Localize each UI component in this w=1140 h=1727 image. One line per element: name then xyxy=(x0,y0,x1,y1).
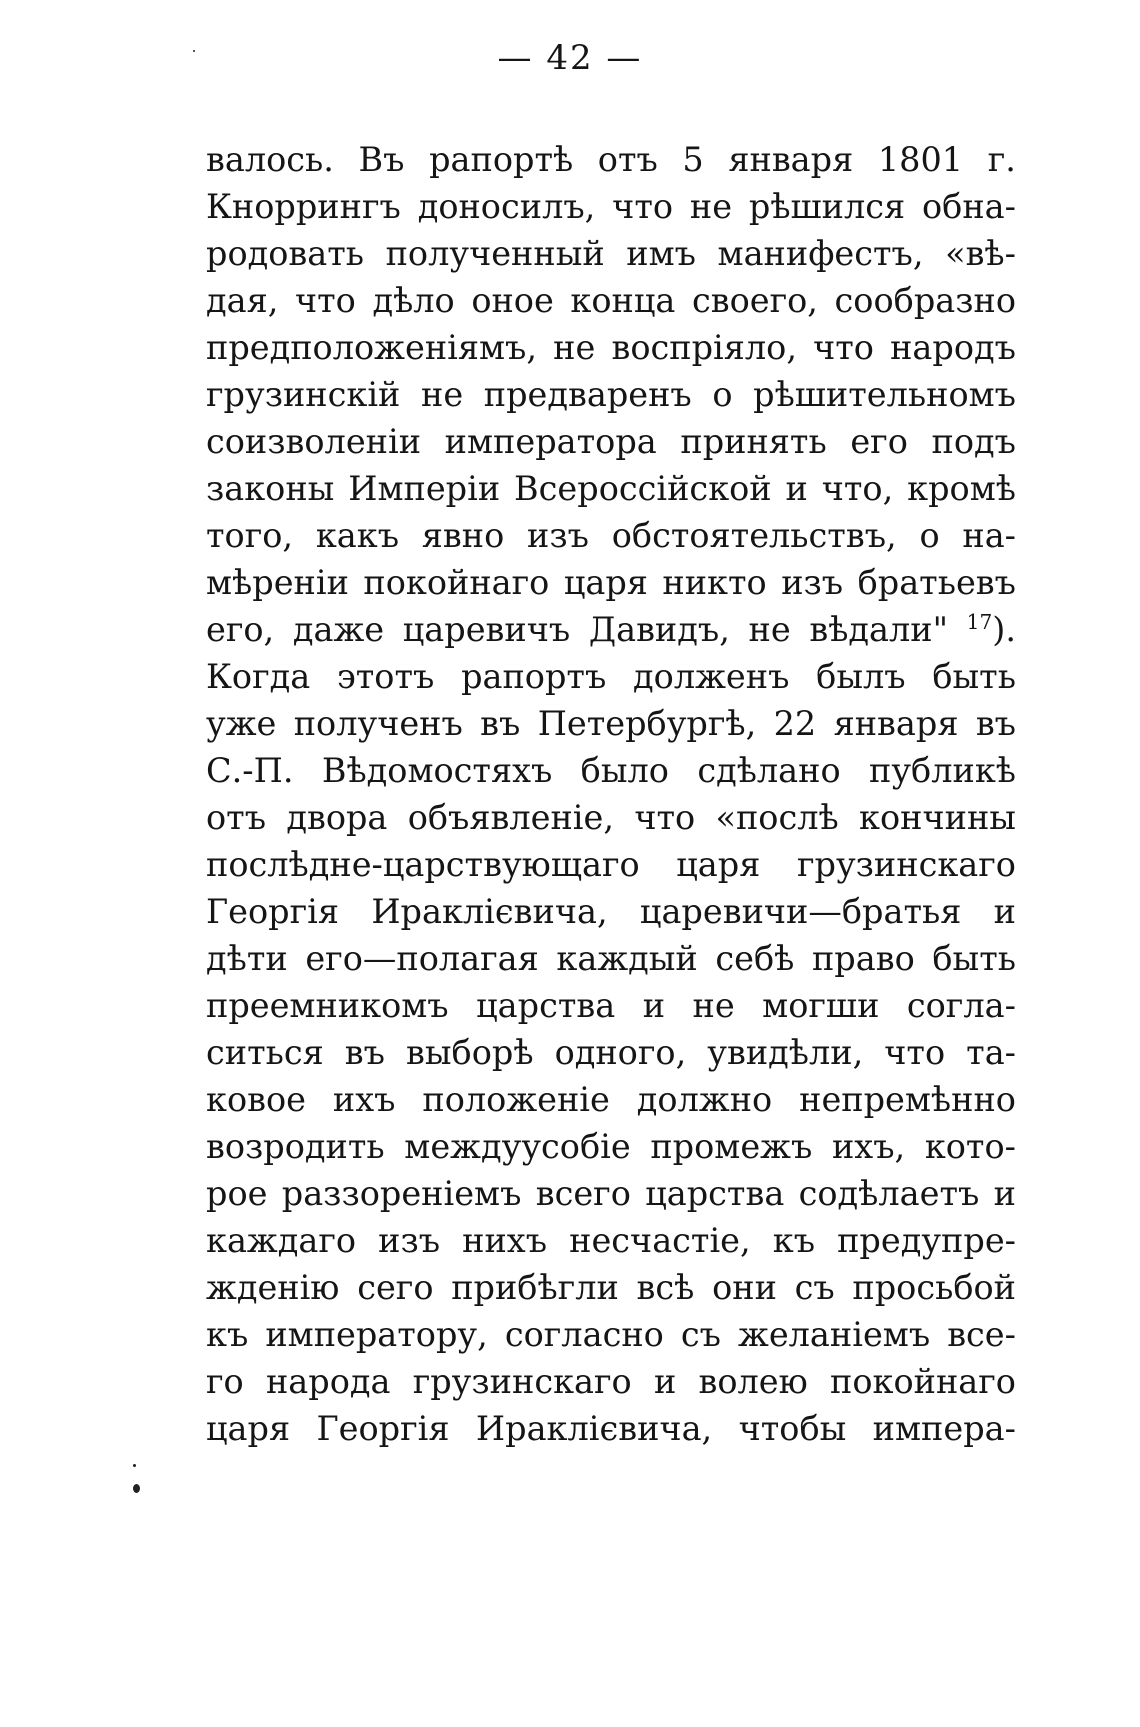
word: положеніе xyxy=(422,1080,610,1119)
text-line xyxy=(206,888,1016,935)
word: объявленіе, xyxy=(407,798,614,837)
text-line xyxy=(206,841,1016,888)
word: законы xyxy=(206,469,335,508)
word: выборѣ xyxy=(406,1033,534,1072)
word: ихъ, xyxy=(831,1127,906,1166)
word: что xyxy=(294,281,356,320)
word: предупре- xyxy=(837,1221,1016,1260)
word: сообразно xyxy=(834,281,1016,320)
word: явно xyxy=(421,516,505,555)
text-line xyxy=(206,183,1016,230)
word: предположеніямъ, xyxy=(206,328,538,367)
word: рапортъ xyxy=(461,657,607,696)
word: изъ xyxy=(378,1221,441,1260)
word: прибѣгли xyxy=(451,1268,619,1307)
word: кромѣ xyxy=(907,469,1016,508)
word: къ xyxy=(206,1315,249,1354)
text-line xyxy=(206,1217,1016,1264)
text-line xyxy=(206,653,1016,700)
word: съ xyxy=(680,1315,721,1354)
word: Ираклієвича, xyxy=(371,892,608,931)
word: его, xyxy=(206,610,275,649)
word: публикѣ xyxy=(869,751,1016,790)
word: дѣло xyxy=(372,281,455,320)
word: ихъ xyxy=(332,1080,396,1119)
word: его xyxy=(850,422,908,461)
word: о xyxy=(919,516,940,555)
word: увидѣли, xyxy=(707,1033,864,1072)
word: конца xyxy=(570,281,676,320)
word: покойнаго xyxy=(830,1362,1016,1401)
ink-speck xyxy=(133,1484,140,1493)
word: не xyxy=(689,187,733,226)
word: рое xyxy=(206,1174,268,1213)
word: въ xyxy=(480,704,521,743)
word: г. xyxy=(987,140,1016,179)
word: грузинскаго xyxy=(796,845,1016,884)
word: своего, xyxy=(691,281,818,320)
word: и xyxy=(653,1362,677,1401)
word: одного, xyxy=(554,1033,687,1072)
word: въ xyxy=(975,704,1016,743)
word: о xyxy=(712,375,733,414)
word: и xyxy=(993,1174,1016,1213)
word: жденію xyxy=(206,1268,340,1307)
word: кото- xyxy=(924,1127,1016,1166)
word: та- xyxy=(966,1033,1016,1072)
word: они xyxy=(712,1268,777,1307)
word: междуусобіе xyxy=(404,1127,631,1166)
text-line xyxy=(206,465,1016,512)
word: манифестъ, xyxy=(717,234,924,273)
word: просьбой xyxy=(852,1268,1016,1307)
word: дѣти xyxy=(206,939,288,978)
word: Имперіи xyxy=(348,469,501,508)
word: отъ xyxy=(597,140,658,179)
word: $^{17}$). xyxy=(966,609,1016,649)
word: какъ xyxy=(315,516,400,555)
word: го xyxy=(206,1362,244,1401)
text-line xyxy=(206,1123,1016,1170)
word: Петербургѣ, xyxy=(537,704,757,743)
word: согласно xyxy=(504,1315,664,1354)
word: быть xyxy=(932,939,1016,978)
text-line xyxy=(206,1405,1016,1452)
word: обстоятельствъ, xyxy=(611,516,897,555)
word: чтобы xyxy=(738,1409,847,1448)
word: себѣ xyxy=(715,939,795,978)
word: сего xyxy=(357,1268,434,1307)
text-line xyxy=(206,418,1016,465)
word: Георгія xyxy=(316,1409,450,1448)
word: каждаго xyxy=(206,1221,357,1260)
word: долженъ xyxy=(633,657,790,696)
word: отъ xyxy=(206,798,267,837)
ink-speck xyxy=(133,1464,136,1467)
text-line xyxy=(206,700,1016,747)
word: что xyxy=(813,328,874,367)
word: императора xyxy=(444,422,657,461)
word: его—полагая xyxy=(305,939,539,978)
word: валось. xyxy=(206,140,334,179)
word: мѣреніи xyxy=(206,563,349,602)
text-line xyxy=(206,136,1016,183)
word: сдѣлано xyxy=(697,751,841,790)
word: дая, xyxy=(206,281,279,320)
text-line xyxy=(206,606,1016,653)
word: изъ xyxy=(781,563,844,602)
word: что, xyxy=(821,469,894,508)
word: не xyxy=(553,328,596,367)
text-line xyxy=(206,1264,1016,1311)
word: рѣшился xyxy=(748,187,906,226)
word: что xyxy=(612,187,674,226)
word: никто xyxy=(662,563,767,602)
word: грузинскій xyxy=(206,375,401,414)
body-text xyxy=(206,136,1016,1452)
word: не xyxy=(748,610,791,649)
word: возродить xyxy=(206,1127,385,1166)
text-line xyxy=(206,1029,1016,1076)
word: желаніемъ xyxy=(738,1315,931,1354)
word: народъ xyxy=(890,328,1016,367)
word: царевичъ xyxy=(402,610,571,649)
text-line xyxy=(206,559,1016,606)
ink-speck xyxy=(193,50,195,52)
word: царя xyxy=(206,1409,291,1448)
word: обна- xyxy=(922,187,1016,226)
word: ковое xyxy=(206,1080,306,1119)
word: января xyxy=(833,704,959,743)
word: все- xyxy=(947,1315,1016,1354)
word: 22 xyxy=(773,704,817,743)
word: съ xyxy=(794,1268,835,1307)
word: подъ xyxy=(931,422,1016,461)
text-line xyxy=(206,512,1016,559)
word: изъ xyxy=(527,516,589,555)
word: января xyxy=(728,140,854,179)
text-line xyxy=(206,982,1016,1029)
word: 1801 xyxy=(877,140,964,179)
word: импера- xyxy=(872,1409,1016,1448)
word: всѣ xyxy=(636,1268,695,1307)
word: могши xyxy=(762,986,880,1025)
word: нихъ xyxy=(462,1221,548,1260)
word: принять xyxy=(680,422,827,461)
word: къ xyxy=(772,1221,816,1260)
word: и xyxy=(785,469,808,508)
word: того, xyxy=(206,516,294,555)
word: полученный xyxy=(385,234,605,273)
word: былъ xyxy=(816,657,906,696)
word: что xyxy=(884,1033,946,1072)
word: непремѣнно xyxy=(799,1080,1016,1119)
word: 5 xyxy=(682,140,704,179)
word: Всероссійской xyxy=(514,469,772,508)
word: оное xyxy=(471,281,554,320)
word: императору, xyxy=(265,1315,488,1354)
word: народа xyxy=(265,1362,391,1401)
word: Вѣдомостяхъ xyxy=(321,751,553,790)
text-line xyxy=(206,747,1016,794)
word: несчастіе, xyxy=(569,1221,751,1260)
text-line xyxy=(206,1170,1016,1217)
word: царевичи—братья xyxy=(639,892,962,931)
word: ситься xyxy=(206,1033,324,1072)
word: послѣдне-царствующаго xyxy=(206,845,640,884)
word: рапортѣ xyxy=(429,140,574,179)
text-line xyxy=(206,794,1016,841)
word: «вѣ- xyxy=(945,234,1016,273)
word: всего xyxy=(535,1174,631,1213)
page-number: — 42 — xyxy=(497,38,643,78)
word: въ xyxy=(344,1033,385,1072)
word: на- xyxy=(962,516,1016,555)
word: Въ xyxy=(358,140,405,179)
word: рѣшительномъ xyxy=(753,375,1016,414)
word: С.-П. xyxy=(206,751,294,790)
word: братьевъ xyxy=(857,563,1016,602)
word: этотъ xyxy=(337,657,435,696)
word: кончины xyxy=(859,798,1016,837)
word: раззореніемъ xyxy=(281,1174,522,1213)
word: имъ xyxy=(626,234,696,273)
word: «послѣ xyxy=(715,798,839,837)
word: даже xyxy=(292,610,385,649)
text-line xyxy=(206,935,1016,982)
word: соизволеніи xyxy=(206,422,422,461)
word: должно xyxy=(636,1080,773,1119)
text-line xyxy=(206,1358,1016,1405)
text-line xyxy=(206,277,1016,324)
word: преемникомъ xyxy=(206,986,449,1025)
text-line xyxy=(206,371,1016,418)
word: право xyxy=(811,939,915,978)
word: волею xyxy=(698,1362,808,1401)
word: согла- xyxy=(906,986,1016,1025)
text-line xyxy=(206,1076,1016,1123)
word: царя xyxy=(676,845,761,884)
word: Ираклієвича, xyxy=(475,1409,713,1448)
text-line xyxy=(206,230,1016,277)
word: вѣдали" xyxy=(809,610,949,649)
word: и xyxy=(993,892,1016,931)
word: царства xyxy=(476,986,616,1025)
word: и xyxy=(642,986,666,1025)
word: содѣлаетъ xyxy=(798,1174,980,1213)
word: покойнаго xyxy=(363,563,550,602)
word: царства xyxy=(645,1174,785,1213)
word: было xyxy=(580,751,669,790)
word: быть xyxy=(932,657,1016,696)
word: предваренъ xyxy=(483,375,692,414)
word: Георгія xyxy=(206,892,340,931)
word: не xyxy=(692,986,735,1025)
word: воспріяло, xyxy=(611,328,797,367)
word: Давидъ, xyxy=(588,610,730,649)
word: Когда xyxy=(206,657,311,696)
text-line xyxy=(206,1311,1016,1358)
word: Кноррингъ xyxy=(206,187,401,226)
word: доносилъ, xyxy=(417,187,596,226)
word: промежъ xyxy=(650,1127,813,1166)
text-line xyxy=(206,324,1016,371)
word: уже xyxy=(206,704,277,743)
word: каждый xyxy=(556,939,698,978)
word: грузинскаго xyxy=(412,1362,632,1401)
word: родовать xyxy=(206,234,365,273)
word: полученъ xyxy=(293,704,463,743)
word: что xyxy=(634,798,696,837)
word: не xyxy=(421,375,464,414)
word: двора xyxy=(286,798,388,837)
word: царя xyxy=(563,563,648,602)
